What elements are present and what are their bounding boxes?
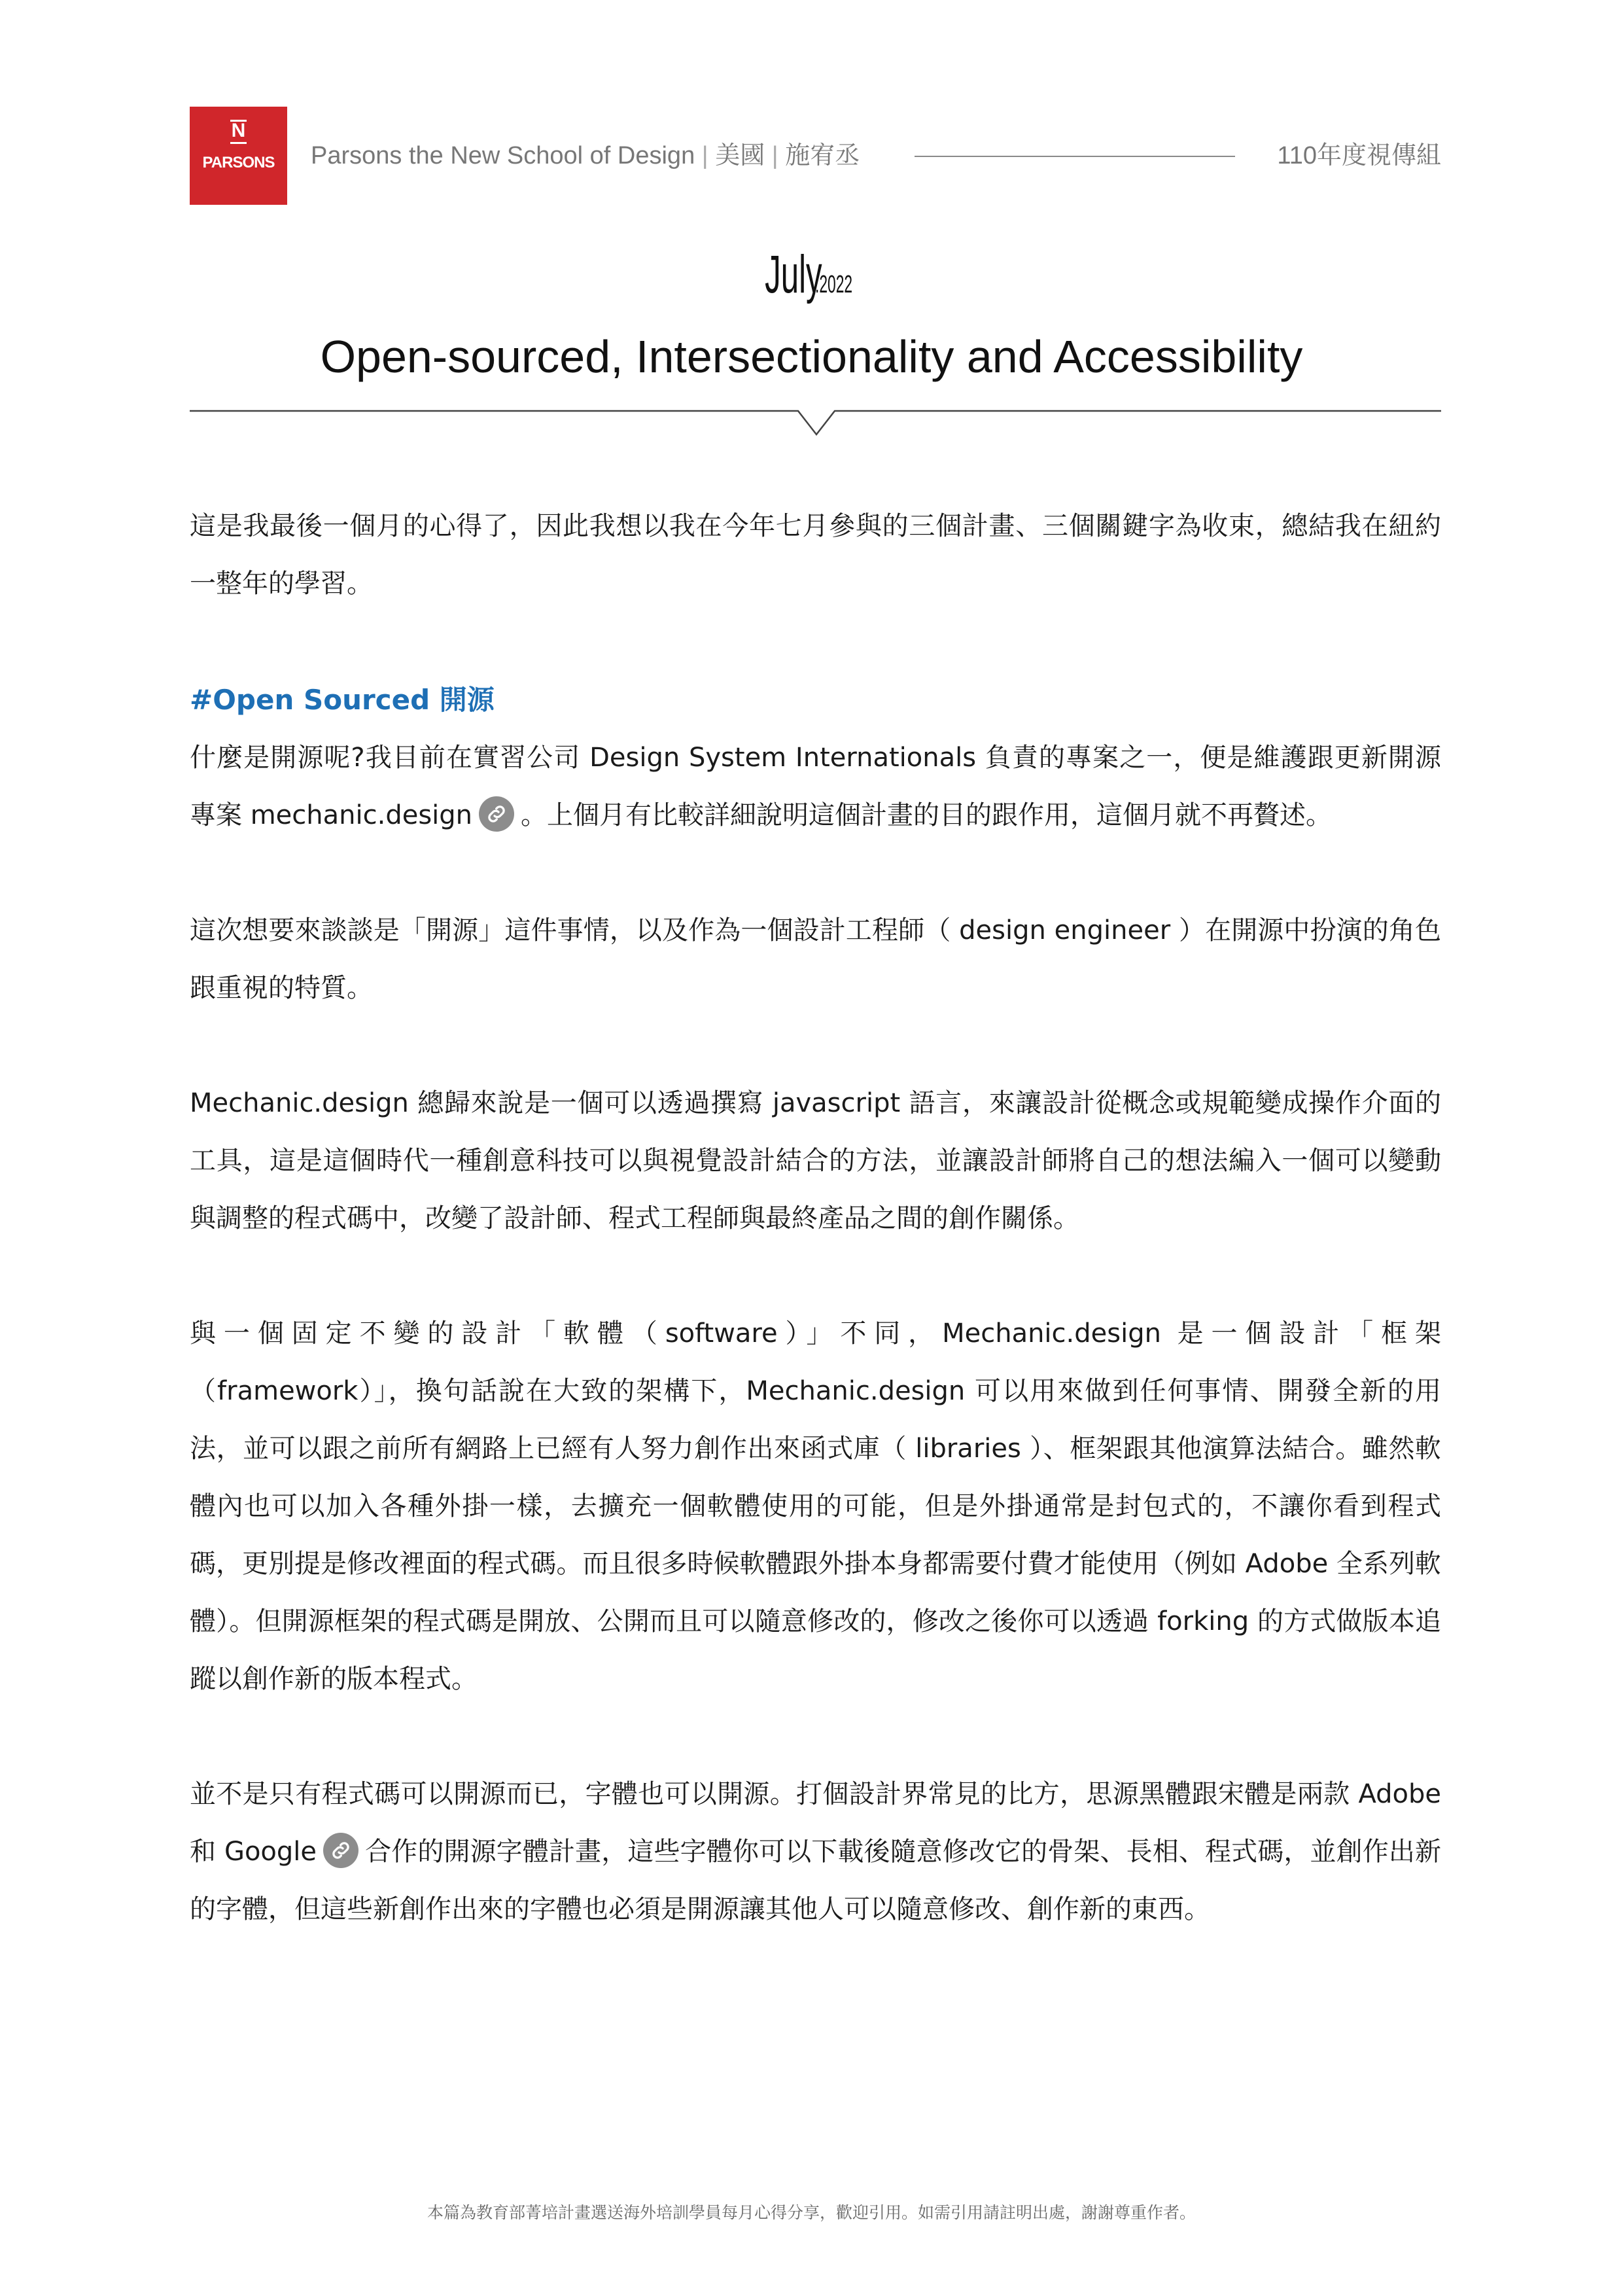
report-group: 110年度視傳組 — [1277, 142, 1441, 169]
paragraph-text: 合作的開源字體計畫，這些字體你可以下載後隨意修改它的骨架、長相、程式碼，並創作出新的字體，但這些新創作出來的字體也必須是開源讓其他人可以隨意修改、創作新的東西。 — [190, 1837, 1441, 1924]
logo-wordmark: PARSONS — [202, 154, 275, 171]
paragraph-open-source-2: 這次想要來談談是「開源」這件事情，以及作為一個設計工程師（ design engineer ）在開源中扮演的角色跟重視的特質。 — [190, 915, 1441, 1003]
paragraph-open-source-3: Mechanic.design 總歸來說是一個可以透過撰寫 javascript 語言，來讓設計從概念或規範變成操作介面的工具，這是這個時代一種創意科技可以與視覺設計結合的方法，並讓設計師將自己的想法編入一個可以變動與調整的程式碼中，改變了設計師、程式工程師與最終產品之間的創作關係。 — [190, 1088, 1441, 1233]
paragraph-open-source-1 — [190, 729, 1441, 844]
report-title: Open-sourced, Intersectionality and Accessibility — [320, 331, 1303, 382]
title-divider — [190, 404, 1441, 444]
paragraph-open-source-5 — [190, 1765, 1441, 1938]
section-heading-open-sourced: #Open Sourced 開源 — [190, 684, 495, 716]
parsons-logo — [190, 107, 287, 205]
intro-paragraph: 這是我最後一個月的心得了，因此我想以我在今年七月參與的三個計畫、三個關鍵字為收束，總結我在紐約一整年的學習。 — [190, 511, 1441, 599]
country: 美國 — [715, 142, 765, 169]
logo-bottom-bar — [230, 142, 247, 144]
link-icon[interactable] — [479, 796, 514, 832]
paragraph-text: 。上個月有比較詳細說明這個計畫的目的跟作用，這個月就不再贅述。 — [521, 800, 1333, 830]
page-footer: 本篇為教育部菁培計畫選送海外培訓學員每月心得分享，歡迎引用。如需引用請註明出處，謝謝尊重作者。 — [427, 2203, 1196, 2222]
paragraph-open-source-4: 與一個固定不變的設計「軟體（software）」不同，Mechanic.design 是一個設計「框架（framework）」，換句話說在大致的架構下，Mechanic.design 可以用來做到任何事情、開發全新的用法，並可以跟之前所有網路上已經有人努力創作出來函式庫（ libraries ）、框架跟其他演算法結合。雖然軟體內也可以加入各種外掛一樣，去擴充一個軟體使用的可能，但是外掛通常是封包式的，不讓你看到程式碼，更別提是修改裡面的程式碼。而且很多時候軟體跟外掛本身都需要付費才能使用（例如 Adobe 全系列軟體）。但開源框架的程式碼是開放、公開而且可以隨意修改的，修改之後你可以透過 forking 的方式做版本追蹤以創作新的版本程式。 — [190, 1318, 1441, 1694]
report-year: .2022 — [814, 271, 852, 298]
separator: | — [695, 142, 716, 169]
report-date — [0, 242, 1623, 308]
link-icon[interactable] — [323, 1833, 358, 1868]
paragraph-text: 什麼是開源呢?我目前在實習公司 Design System Internationals 負責的專案之一，便是維護跟更新開源專案 mechanic.design — [190, 743, 1441, 830]
header-school-line — [311, 136, 860, 175]
header-rule — [915, 156, 1235, 157]
author-name: 施宥丞 — [785, 142, 860, 169]
school-name: Parsons the New School of Design — [311, 142, 695, 169]
separator: | — [765, 142, 786, 169]
logo-letter: N — [231, 120, 246, 141]
paragraph-text: 並不是只有程式碼可以開源而已，字體也可以開源。打個設計界常見的比方，思源黑體跟宋體是兩款 Adobe 和 Google — [190, 1779, 1441, 1867]
report-month: July — [765, 245, 822, 304]
page-header — [190, 107, 1441, 205]
